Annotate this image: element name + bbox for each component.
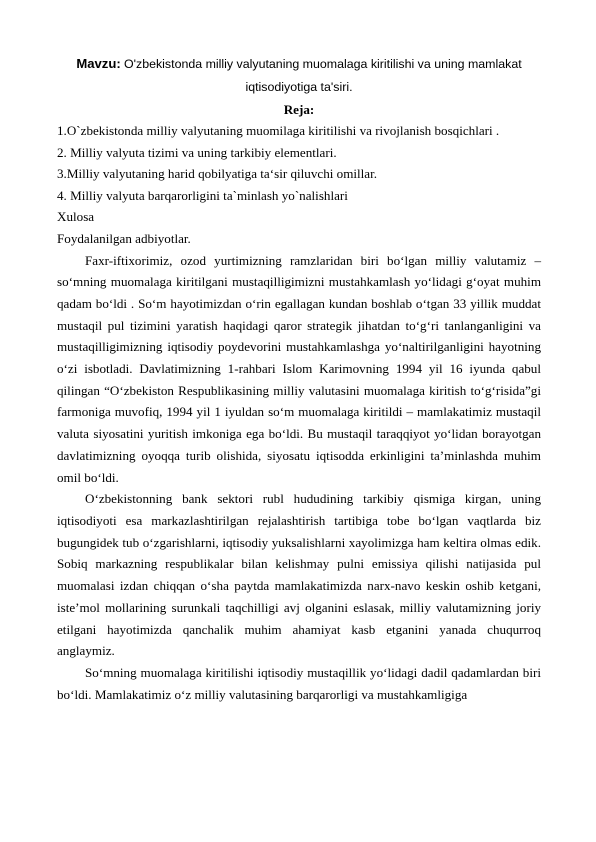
topic-label: Mavzu: — [76, 56, 121, 71]
plan-item-references: Foydalanilgan adbiyotlar. — [57, 230, 191, 246]
plan-item: 1.O`zbekistonda milliy valyutaning muomilaga kiritilishi va rivojlanish bosqichlari . — [57, 123, 500, 138]
body-paragraph: Faxr-iftixorimiz, ozod yurtimizning ramzlaridan biri bo‘lgan milliy valutamiz – so‘mning muomalaga kiritilgani mustaqilligimizni mustahkamlash yo‘lidagi g‘oyat muhim qadam bo‘ldi . So‘m hayotimizdan o‘rin egallagan kundan boshlab o‘tgan 33 yillik muddat mustaqil pul tizimini yaratish haqidagi qaror strategik jihatdan to‘g‘ri tanlanganligini va mustaqilligimizning iqtisodiy poydevorini mustahkamlashga yo‘naltirilganligini hayotning o‘zi isbotladi. Davlatimizning 1-rahbari Islom Karimovning 1994 yil 16 iyunda qabul qilingan “O‘zbekiston Respublikasining milliy valutasini muomalaga kiritish to‘g‘risida”gi farmoniga muvofiq, 1994 yil 1 iyuldan so‘m muomalaga kiritildi – mamlakatimiz mustaqil valuta siyosatini yuritish imkoniga ega bo‘ldi. Bu mustaqil taraqqiyot yo‘lidan borayotgan davlatimizning oyoqqa turib olishida, siyosatu iqtisodda erkinligini ta’minlashda muhim omil bo‘ldi. — [57, 252, 541, 485]
plan-heading: Reja: — [283, 102, 315, 117]
topic-line — [57, 52, 541, 76]
topic-text: O'zbekistonda milliy valyutaning muomalaga kiritilishi va uning mamlakat — [124, 57, 522, 71]
plan-list — [57, 120, 541, 250]
body-paragraph: O‘zbekistonning bank sektori rubl hududining tarkibiy qismiga kirgan, uning iqtisodiyoti esa markazlashtirilgan rejalashtirish tartibiga tobe bo‘lgan vaqtlarda biz bugungidek tub o‘zgarishlarni, iqtisodiy yuksalishlarni xayolimizga ham keltira olmas edik. Sobiq markazning respublikalar bilan kelishmay pulni emissiya qilishi natijasida pul muomalasi izdan chiqqan o‘sha paytda mamlakatimizda narx-navo keskin oshib ketgani, iste’mol mollarining surunkali taqchilligi avj olganini eslasak, milliy valutamizning joriy etilgani hayotimizda qanchalik muhim ahamiyat kasb etganini yanada chuqurroq anglaymiz. — [57, 491, 541, 659]
body-paragraph: So‘mning muomalaga kiritilishi iqtisodiy mustaqillik yo‘lidagi dadil qadamlardan biri bo‘ldi. Mamlakatimiz o‘z milliy valutasining barqarorligi va mustahkamligiga — [57, 664, 541, 702]
plan-item-conclusion: Xulosa — [57, 209, 95, 225]
document-page — [57, 52, 541, 705]
plan-item: 4. Milliy valyuta barqarorligini ta`minlash yo`nalishlari — [57, 187, 348, 203]
plan-item: 2. Milliy valyuta tizimi va uning tarkibiy elementlari. — [57, 144, 337, 160]
topic-text-continued: iqtisodiyotiga ta'siri. — [245, 80, 353, 94]
plan-item: 3.Milliy valyutaning harid qobilyatiga ta‘sir qiluvchi omillar. — [57, 166, 378, 182]
